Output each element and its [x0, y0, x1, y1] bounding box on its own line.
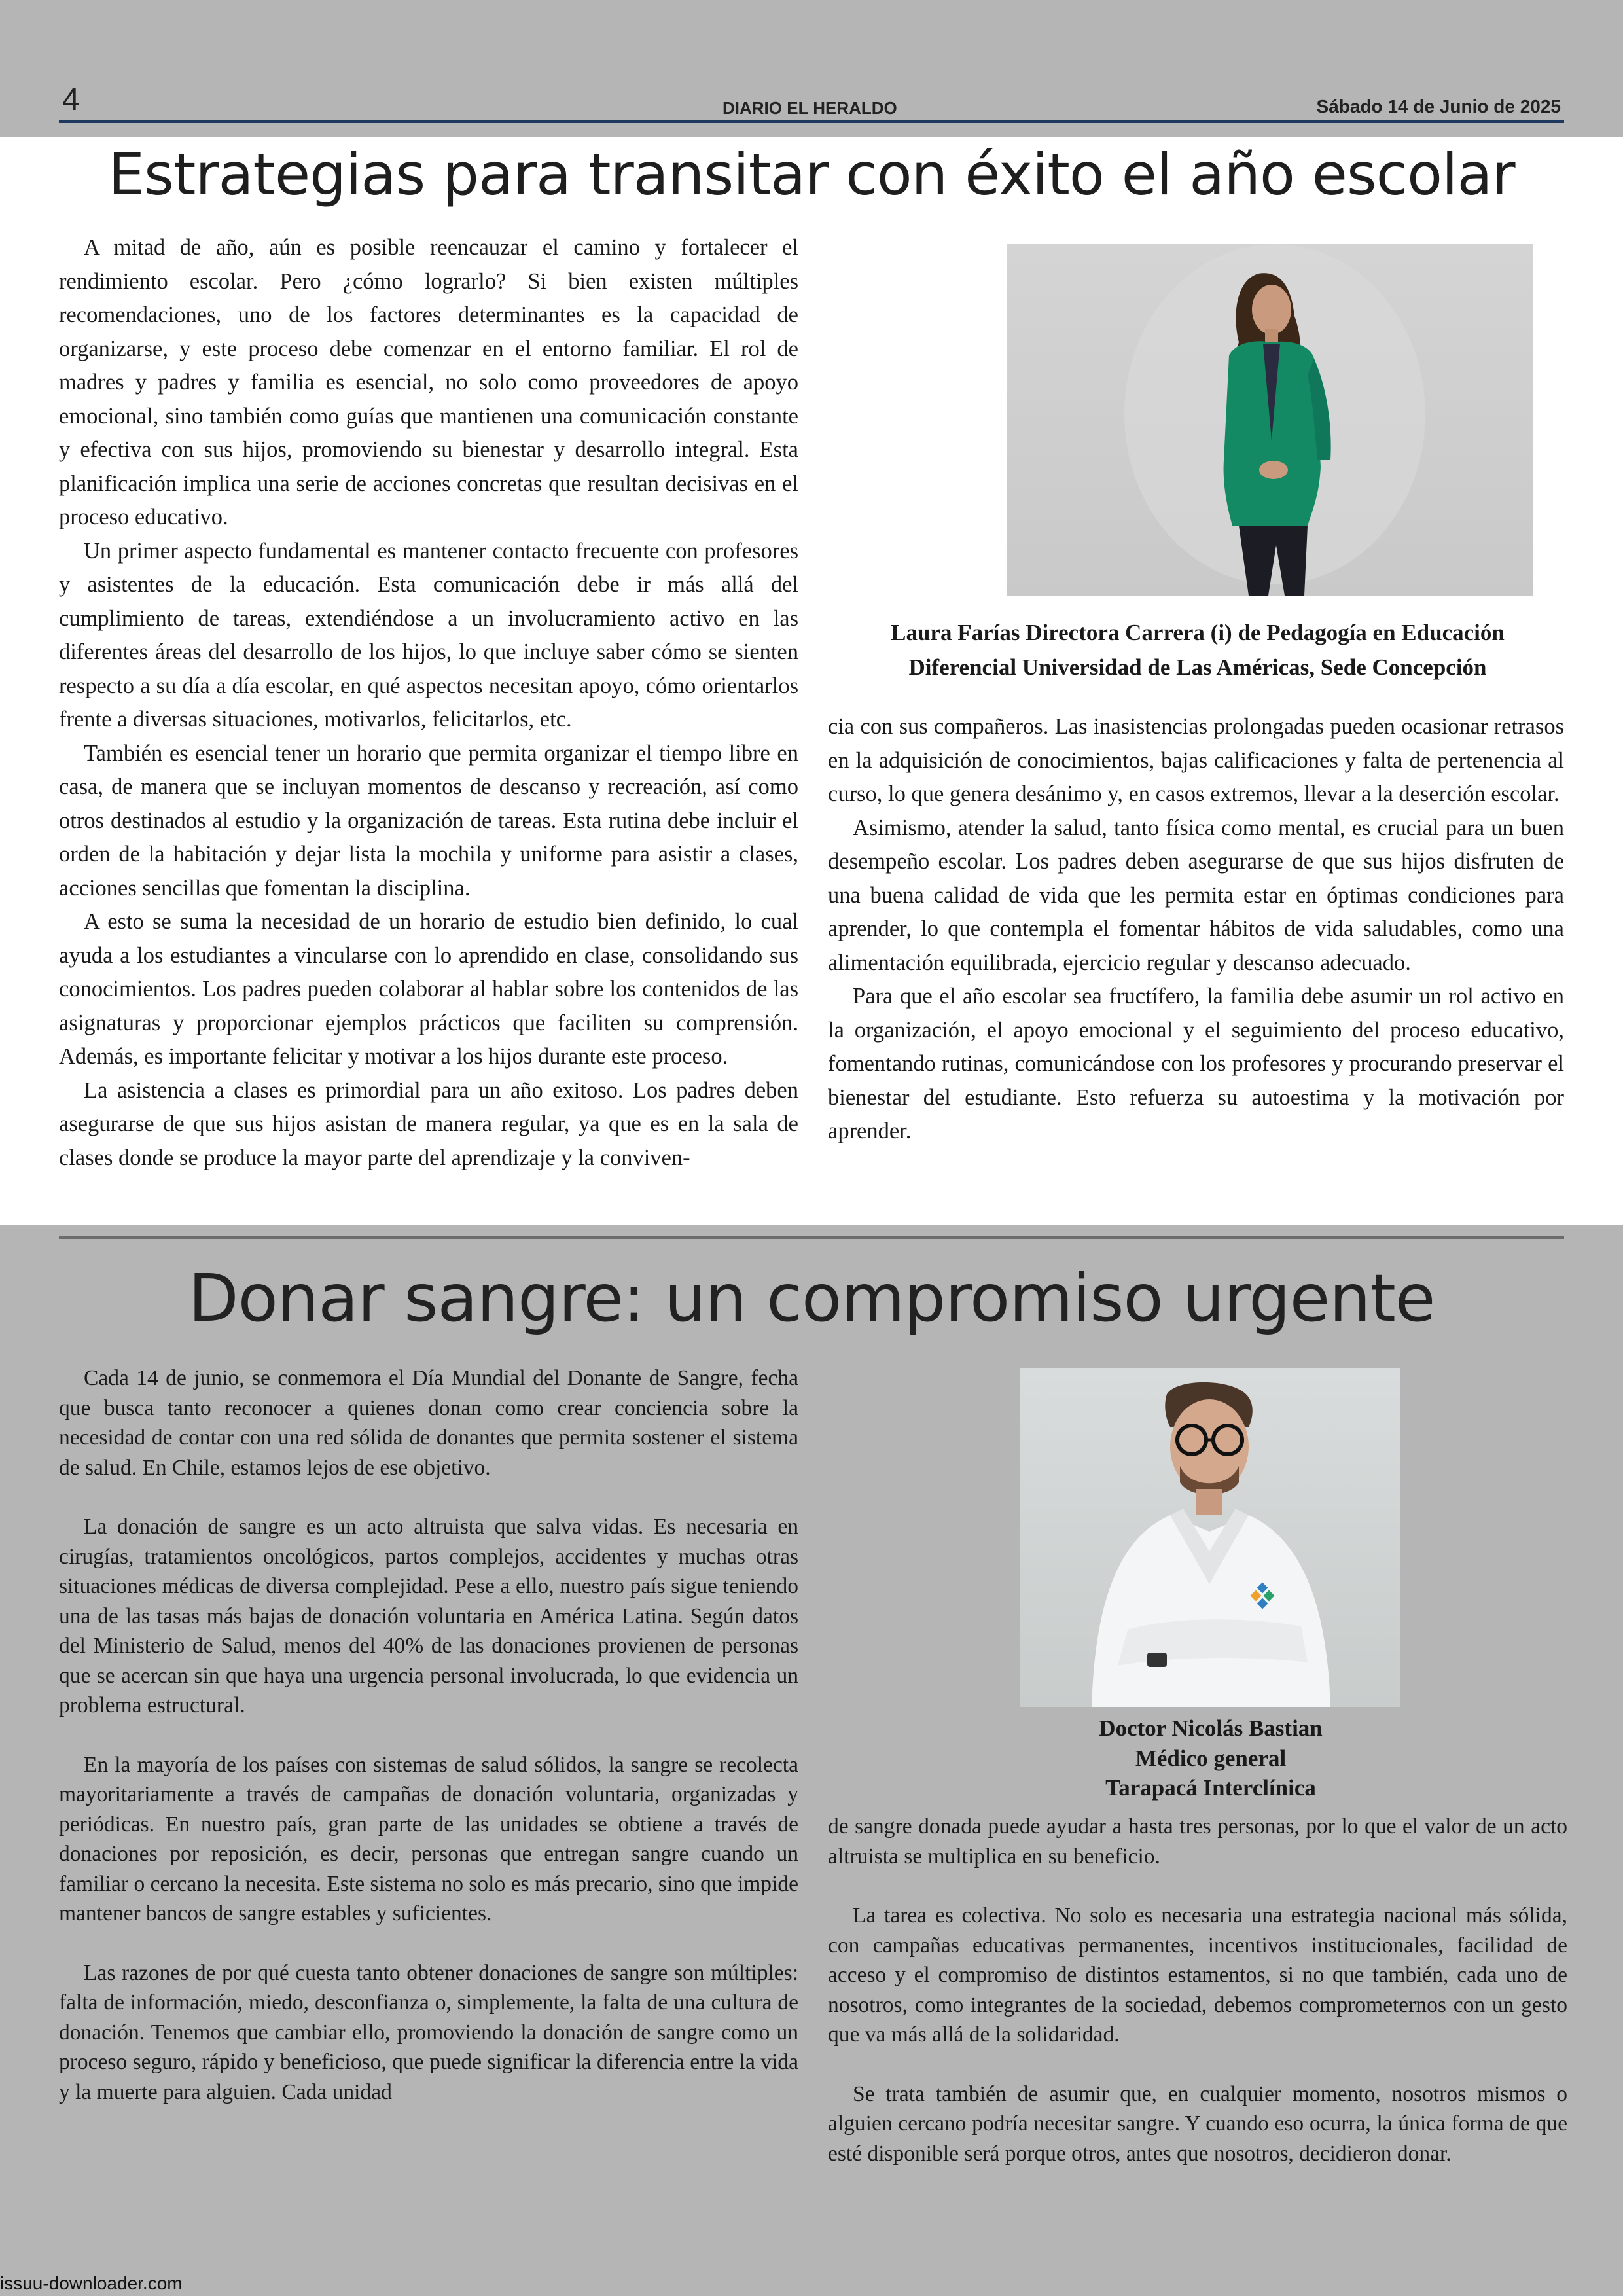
page-number: 4	[62, 82, 80, 117]
paragraph: A mitad de año, aún es posible reencauzar el camino y fortalecer el rendimiento escolar. Pero ¿cómo lograrlo? Si bien existen múltiples recomendaciones, uno de los factores determinantes es la capacidad de organizarse, y este proceso debe comenzar en el entorno familiar. El rol de madres y padres y familia es esencial, no solo como proveedores de apoyo emocional, sino también como guías que mantienen una comunicación constante y efectiva con sus hijos, promoviendo su bienestar y desarrollo integral. Esta planificación implica una serie de acciones concretas que resultan decisivas en el proceso educativo.	[59, 235, 798, 529]
author-photo-nicolas-bastian	[1020, 1368, 1400, 1707]
issue-date: Sábado 14 de Junio de 2025	[1316, 96, 1561, 117]
paragraph: de sangre donada puede ayudar a hasta tres personas, por lo que el valor de un acto altruista se multiplica en su beneficio.	[828, 1814, 1567, 1869]
paragraph: En la mayoría de los países con sistemas de salud sólidos, la sangre se recolecta mayoritariamente a través de campañas de donación voluntaria, organizadas y periódicas. En nuestro país, gran parte de las unidades se obtiene a través de donaciones por reposición, es decir, personas que entregan sangre cuando un familiar o cercano la necesita. Este sistema no solo es más precario, sino que impide mantener bancos de sangre estables y suficientes.	[59, 1752, 798, 1926]
paragraph: Un primer aspecto fundamental es mantener contacto frecuente con profesores y asistentes de la educación. Esta comunicación debe ir más allá del cumplimiento de tareas, extendiéndose a un involucramiento activo en las diferentes áreas del desarrollo de los hijos, lo que incluye saber cómo se sienten respecto a su día a día escolar, en qué aspectos necesitan apoyo, cómo orientarlos frente a diversas situaciones, motivarlos, felicitarlos, etc.	[59, 538, 798, 732]
paragraph: A esto se suma la necesidad de un horario de estudio bien definido, lo cual ayuda a los estudiantes a vincularse con lo aprendido en clase, consolidando sus conocimientos. Los padres pueden colaborar al hablar sobre los contenidos de las asignaturas y proporcionar ejemplos prácticos que faciliten su comprensión. Además, es importante felicitar y motivar a los hijos durante este proceso.	[59, 909, 798, 1069]
article1-column-right	[828, 710, 1564, 1149]
paragraph: Cada 14 de junio, se conmemora el Día Mundial del Donante de Sangre, fecha que busca tanto reconocer a quienes donan como crear conciencia sobre la necesidad de contar con una red sólida de donantes que permita sostener el sistema de salud. En Chile, estamos lejos de ese objetivo.	[59, 1366, 798, 1480]
paragraph: Asimismo, atender la salud, tanto física como mental, es crucial para un buen desempeño escolar. Los padres deben asegurarse de que sus hijos disfruten de una buena calidad de vida que les permita estar en óptimas condiciones para aprender, lo que contempla el fomentar hábitos de vida saludables, como una alimentación equilibrada, ejercicio regular y descanso adecuado.	[828, 815, 1564, 975]
author-photo-laura-farias	[1007, 244, 1533, 596]
watermark-text: issuu-downloader.com	[0, 2273, 183, 2293]
paragraph: Las razones de por qué cuesta tanto obtener donaciones de sangre son múltiples: falta de información, miedo, desconfianza o, simplemente, la falta de una cultura de donación. Tenemos que cambiar ello, promoviendo la donación de sangre como un proceso seguro, rápido y beneficioso, que puede significar la diferencia entre la vida y la muerte para alguien. Cada unidad	[59, 1960, 798, 2104]
article1-photo-caption: Laura Farías Directora Carrera (i) de Pedagogía en Educación Diferencial Universidad de Las Américas, Sede Concepción	[891, 620, 1505, 680]
caption-role: Médico general	[1135, 1745, 1287, 1771]
article1-column-left	[59, 231, 798, 1175]
article2-column-left	[59, 1363, 798, 2136]
article2-title: Donar sangre: un compromiso urgente	[188, 1260, 1435, 1336]
article1-title: Estrategias para transitar con éxito el año escolar	[108, 141, 1515, 208]
header-rule	[59, 120, 1564, 123]
paragraph: La tarea es colectiva. No solo es necesaria una estrategia nacional más sólida, con campañas educativas permanentes, incentivos institucionales, facilidad de acceso y el compromiso de distintos estamentos, si no que también, cada uno de nosotros, como integrantes de la sociedad, debemos comprometernos con un gesto que va más allá de la solidaridad.	[828, 1903, 1567, 2047]
paragraph: También es esencial tener un horario que permita organizar el tiempo libre en casa, de manera que se incluyan momentos de descanso y recreación, así como otros destinados al estudio y la organización de tareas. Esta rutina debe incluir el orden de la habitación y dejar lista la mochila y uniforme para asistir a clases, acciones sencillas que fomentan la disciplina.	[59, 740, 798, 901]
caption-institution: Tarapacá Interclínica	[1105, 1775, 1316, 1801]
paragraph: Se trata también de asumir que, en cualquier momento, nosotros mismos o alguien cercano podría necesitar sangre. Y cuando eso ocurra, la única forma de que esté disponible será porque otros, antes que nosotros, decidieron donar.	[828, 2081, 1567, 2166]
caption-name: Doctor Nicolás Bastian	[1099, 1715, 1323, 1741]
article2-photo-caption	[916, 1713, 1505, 1803]
newspaper-name: DIARIO EL HERALDO	[722, 98, 897, 118]
paragraph: Para que el año escolar sea fructífero, la familia debe asumir un rol activo en la organización, el apoyo emocional y el seguimiento del proceso educativo, fomentando rutinas, comunicándose con los profesores y procurando preservar el bienestar del estudiante. Esto refuerza su autoestima y la motivación por aprender.	[828, 984, 1564, 1143]
section-divider	[59, 1236, 1564, 1239]
paragraph: cia con sus compañeros. Las inasistencias prolongadas pueden ocasionar retrasos en la adquisición de conocimientos, bajas calificaciones y falta de pertenencia al curso, lo que genera desánimo y, en casos extremos, llevar a la deserción escolar.	[828, 714, 1564, 806]
paragraph: La asistencia a clases es primordial para un año exitoso. Los padres deben asegurarse de que sus hijos asistan de manera regular, ya que es en la sala de clases donde se produce la mayor parte del aprendizaje y la conviven-	[59, 1077, 798, 1170]
article2-column-right	[828, 1812, 1567, 2198]
paragraph: La donación de sangre es un acto altruista que salva vidas. Es necesaria en cirugías, tratamientos oncológicos, partos complejos, accidentes y muchas otras situaciones médicas de diversa complejidad. Pese a ello, nuestro país sigue teniendo una de las tasas más bajas de donación voluntaria en América Latina. Según datos del Ministerio de Salud, menos del 40% de las donaciones provienen de personas que se acercan sin que haya una urgencia personal involucrada, lo que evidencia un problema estructural.	[59, 1515, 798, 1717]
